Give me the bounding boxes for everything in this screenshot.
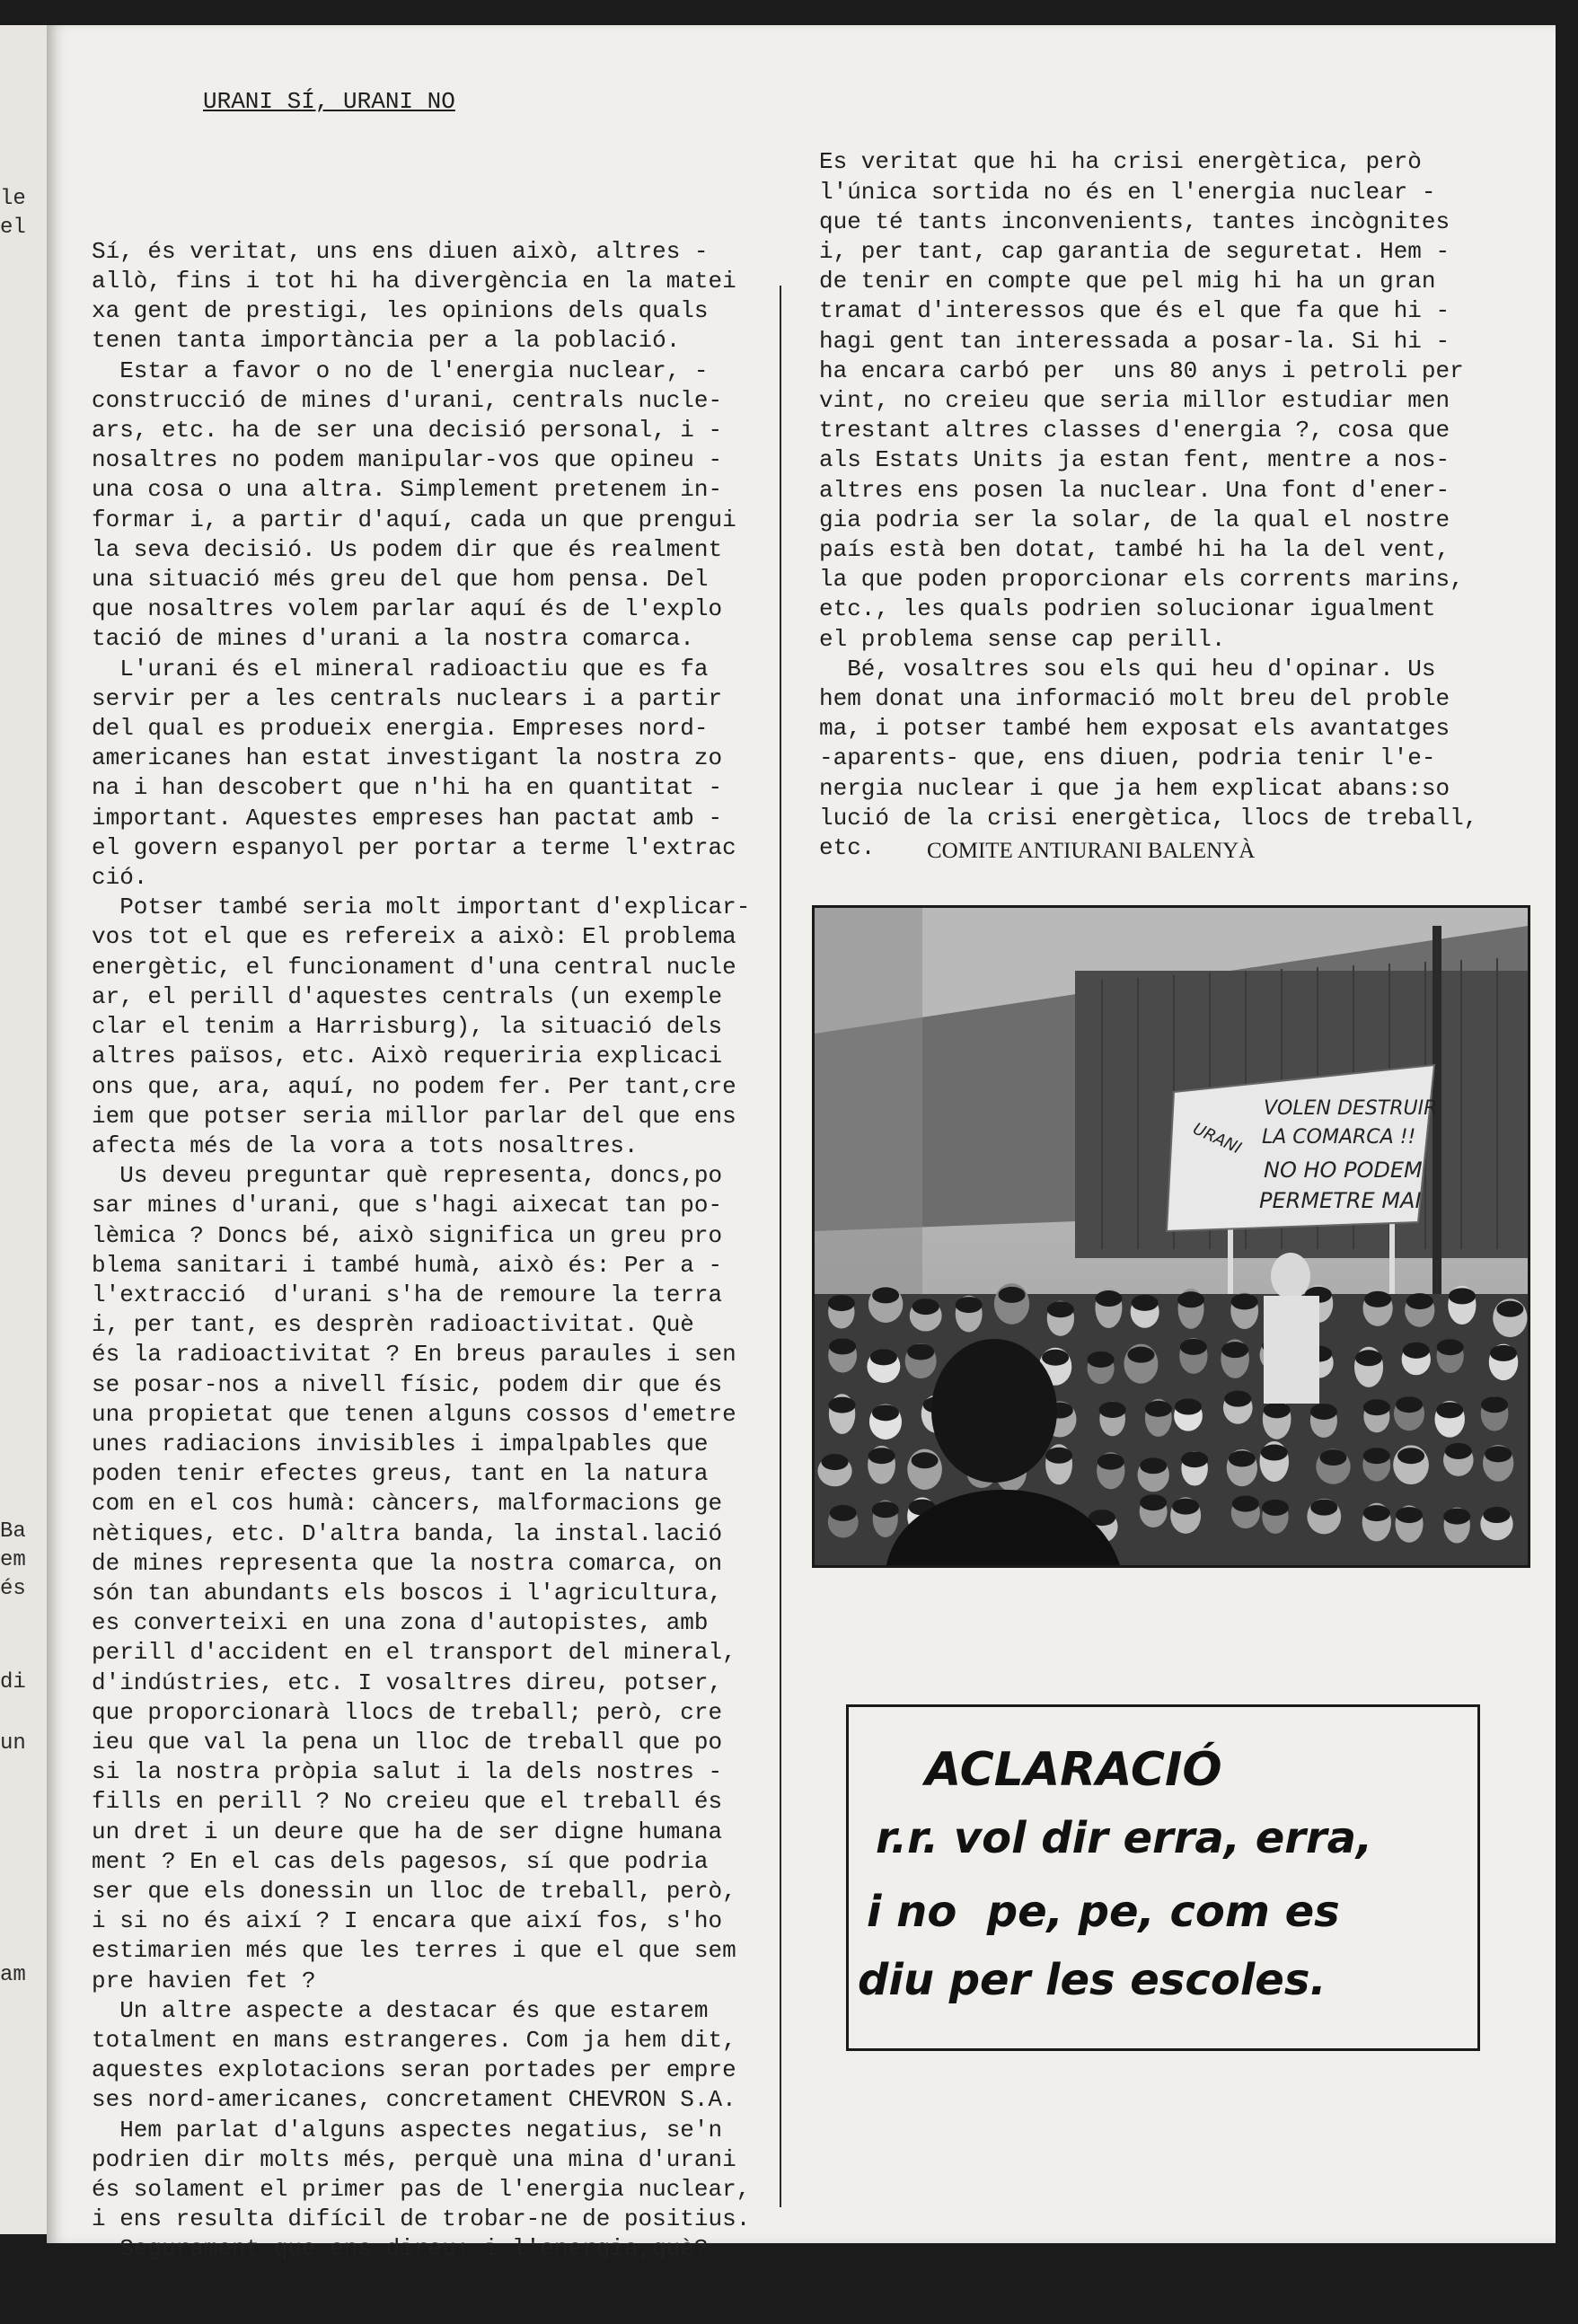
previous-page-fragment: di (0, 1670, 26, 1695)
clarification-line-2: i no pe, pe, com es (867, 1887, 1340, 1937)
previous-page-fragment: am (0, 1963, 26, 1987)
banner-line: PERMETRE MAI (1259, 1188, 1422, 1213)
previous-page-edge (0, 25, 52, 2234)
column-divider (780, 286, 781, 2207)
article-left-text: Sí, és veritat, uns ens diuen això, altres - allò, fins i tot hi ha divergència en la matei xa gent de prestigi, les opinions dels quals tenen tanta importància per a la població. Estar a favor o no de l'energia nuclear, - construcció de mines d'urani, centrals nucle- ars, etc. ha de ser una decisió personal, i - nosaltres no podem manipular-vos que opineu - una cosa o una altra. Simplement pretenem in- formar i, a partir d'aquí, cada un que prengui la seva decisió. Us podem dir que és realment una situació més greu del que hom pensa. Del que nosaltres volem parlar aquí és de l'explo tació de mines d'urani a la nostra comarca. L'urani és el mineral radioactiu que es fa servir per a les centrals nuclears i a partir del qual es produeix energia. Empreses nord- americanes han estat investigant la nostra zo na i han descobert que n'hi ha en quantitat - important. Aquestes empreses han pactat amb - el govern espanyol per portar a terme l'extrac ció. Potser també seria molt important d'explicar- vos tot el que es refereix a això: El problema energètic, el funcionament d'una central nucle ar, el perill d'aquestes centrals (un exemple clar el tenim a Harrisburg), la situació dels altres països, etc. Això requeriria explicaci ons que, ara, aquí, no podem fer. Per tant,cre iem que potser seria millor parlar del que ens afecta més de la vora a tots nosaltres. Us deveu preguntar què representa, doncs,po sar mines d'urani, que s'hagi aixecat tan po- lèmica ? Doncs bé, això significa un greu pro blema sanitari i també humà, això és: Per a - l'extracció d'urani s'ha de remoure la terra i, per tant, es desprèn radioactivitat. Què és la radioactivitat ? En breus paraules i sen se posar-nos a nivell físic, podem dir que és una propietat que tenen alguns cossos d'emetre unes radiacions invisibles i impalpables que poden tenir efectes greus, tant en la natura com en el cos humà: càncers, malformacions ge nètiques, etc. D'altra banda, la instal.lació de mines representa que la nostra comarca, on són tan abundants els boscos i l'agricultura, es converteixi en una zona d'autopistes, amb perill d'accident en el transport del mineral, d'indústries, etc. I vosaltres direu, potser, que proporcionarà llocs de treball; però, cre ieu que val la pena un lloc de treball que po si la nostra pròpia salut i la dels nostres - fills en perill ? No creieu que el treball és un dret i un deure que ha de ser digne humana ment ? En el cas dels pagesos, sí que podria ser que els donessin un lloc de treball, però, i si no és així ? I encara que així fos, s'ho estimarien més que les terres i que el que sem pre havien fet ? Un altre aspecte a destacar és que estarem totalment en mans estrangeres. Com ja hem dit, aquestes explotacions seran portades per empre ses nord-americanes, concretament CHEVRON S.A. Hem parlat d'alguns aspectes negatius, se'n podrien dir molts més, perquè una mina d'urani és solament el primer pas de l'energia nuclear, i ens resulta difícil de trobar-ne de positius. Segurament que ens direu: i l'energia,què? (92, 237, 751, 2263)
article-left-column (92, 88, 837, 2324)
previous-page-fragment: és (0, 1577, 26, 1601)
clarification-line-3: diu per les escoles. (858, 1955, 1327, 2005)
banner-line: URANI (1189, 1119, 1245, 1158)
banner-line: VOLEN DESTRUIR (1264, 1097, 1438, 1120)
article-right-text: Es veritat que hi ha crisi energètica, però l'única sortida no és en l'energia nuclear - que té tants inconvenients, tantes incògnites i, per tant, cap garantia de seguretat. Hem - de tenir en compte que pel mig hi ha un gran tramat d'interessos que és el que fa que hi - hagi gent tan interessada a posar-la. Si hi - ha encara carbó per uns 80 anys i petroli per vint, no creieu que seria millor estudiar men trestant altres classes d'energia ?, cosa que als Estats Units ja estan fent, mentre a nos- altres ens posen la nuclear. Una font d'ener- gia podria ser la solar, de la qual el nostre país està ben dotat, també hi ha la del vent, la que poden proporcionar els corrents marins, etc., les quals podrien solucionar igualment el problema sense cap perill. Bé, vosaltres sou els qui heu d'opinar. Us hem donat una informació molt breu del proble ma, i potser també hem exposat els avantatges -aparents- que, ens diuen, podria tenir l'e- nergia nuclear i que ja hem explicat abans:so lució de la crisi energètica, llocs de treball, etc. (819, 148, 1478, 862)
previous-page-fragment: el (0, 216, 26, 240)
article-title: URANI SÍ, URANI NO (203, 88, 455, 115)
banner-line: NO HO PODEM (1264, 1158, 1423, 1183)
protest-photo (812, 905, 1530, 1568)
previous-page-fragment: em (0, 1548, 26, 1572)
newsletter-page (47, 25, 1556, 2263)
previous-page-fragment: le (0, 187, 26, 211)
protest-photo-image (815, 908, 1528, 1565)
previous-page-fragment: Ba (0, 1519, 26, 1544)
clarification-box (846, 1704, 1480, 2051)
banner-line: LA COMARCA !! (1262, 1126, 1416, 1149)
article-signature: COMITE ANTIURANI BALENYÀ (927, 839, 1256, 863)
clarification-line-1: r.r. vol dir erra, erra, (876, 1813, 1373, 1863)
previous-page-fragment: un (0, 1731, 26, 1756)
article-right-column (819, 88, 1538, 923)
clarification-heading: ACLARACIÓ (925, 1743, 1222, 1797)
